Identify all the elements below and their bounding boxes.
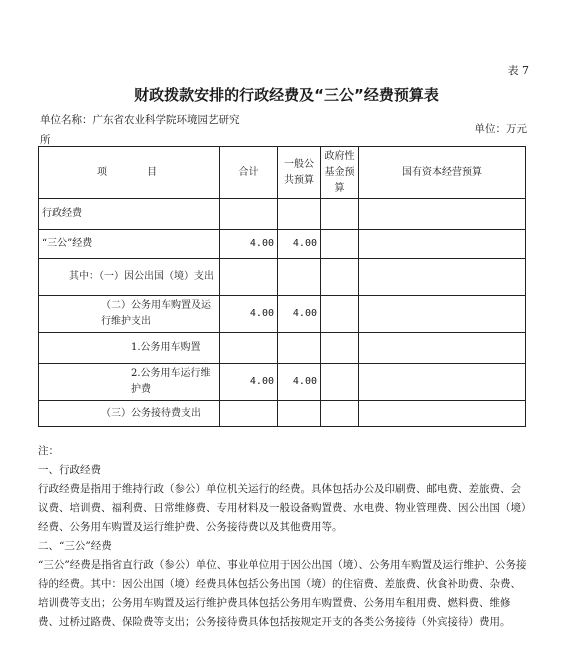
cell-fund [321,259,359,296]
page-title: 财政拨款安排的行政经费及“三公”经费预算表 [134,86,439,104]
cell-general [278,401,321,427]
cell-fund [321,296,359,333]
notes-section [38,442,528,632]
table-row [39,199,526,230]
notes-section-1-title: 一、行政经费 [38,464,101,476]
cell-total: 4.00 [220,364,278,401]
cell-state [359,259,526,296]
row-label: （二）公务用车购置及运行维护支出 [39,296,220,333]
notes-heading: 注： [38,445,59,457]
cell-general: 4.00 [278,296,321,333]
cell-fund [321,401,359,427]
row-label: 其中：（一）因公出国（境）支出 [39,259,220,296]
cell-fund [321,230,359,259]
cell-state [359,333,526,364]
cell-fund [321,333,359,364]
cell-total: 4.00 [220,296,278,333]
table-header-row [39,147,526,199]
header-total: 合计 [220,147,278,199]
cell-total [220,259,278,296]
row-label: 行政经费 [39,199,220,230]
cell-fund [321,364,359,401]
row-label: “三公”经费 [39,230,220,259]
cell-total [220,333,278,364]
table-row [39,401,526,427]
cell-state [359,364,526,401]
header-state-capital-budget: 国有资本经营预算 [359,147,526,199]
header-general-budget: 一般公共预算 [278,147,321,199]
row-label: （三）公务接待费支出 [39,401,220,427]
cell-total [220,199,278,230]
table-row [39,333,526,364]
cell-state [359,230,526,259]
cell-fund [321,199,359,230]
cell-general: 4.00 [278,364,321,401]
header-fund-budget: 政府性基金预算 [321,147,359,199]
notes-section-2-body: “三公”经费是指省直行政（参公）单位、事业单位用于因公出国（境）、公务用车购置及运行维护、公务接待的经费。其中：因公出国（境）经费具体包括公务出国（境）的住宿费、差旅费、伙食补助费、杂费、培训费等支出；公务用车购置及运行维护费具体包括公务用车购置费、公务用车租用费、燃料费、维修费、过桥过路费、保险费等支出；公务接待费具体包括按规定开支的各类公务接待（外宾接待）费用。 [38,559,527,628]
notes-section-1-body: 行政经费是指用于维持行政（参公）单位机关运行的经费。具体包括办公及印刷费、邮电费、差旅费、会议费、培训费、福利费、日常维修费、专用材料及一般设备购置费、水电费、物业管理费、因公出国（境）经费、公务用车购置及运行维护费、公务接待费以及其他费用等。 [38,483,527,533]
table-number: 表 7 [507,64,529,77]
notes-section-2-title: 二、“三公”经费 [38,540,112,552]
cell-general [278,333,321,364]
row-label: 2.公务用车运行维护费 [39,364,220,401]
cell-state [359,296,526,333]
unit-label: 单位：万元 [474,123,527,135]
cell-general [278,259,321,296]
table-row [39,230,526,259]
cell-state [359,401,526,427]
cell-state [359,199,526,230]
cell-total [220,401,278,427]
cell-total: 4.00 [220,230,278,259]
cell-general [278,199,321,230]
row-label: 1.公务用车购置 [39,333,220,364]
table-row [39,296,526,333]
budget-table [38,146,526,427]
unit-name: 单位名称：广东省农业科学院环境园艺研究所 [40,114,240,146]
table-row [39,259,526,296]
table-row [39,364,526,401]
header-item: 项 目 [39,147,220,199]
cell-general: 4.00 [278,230,321,259]
